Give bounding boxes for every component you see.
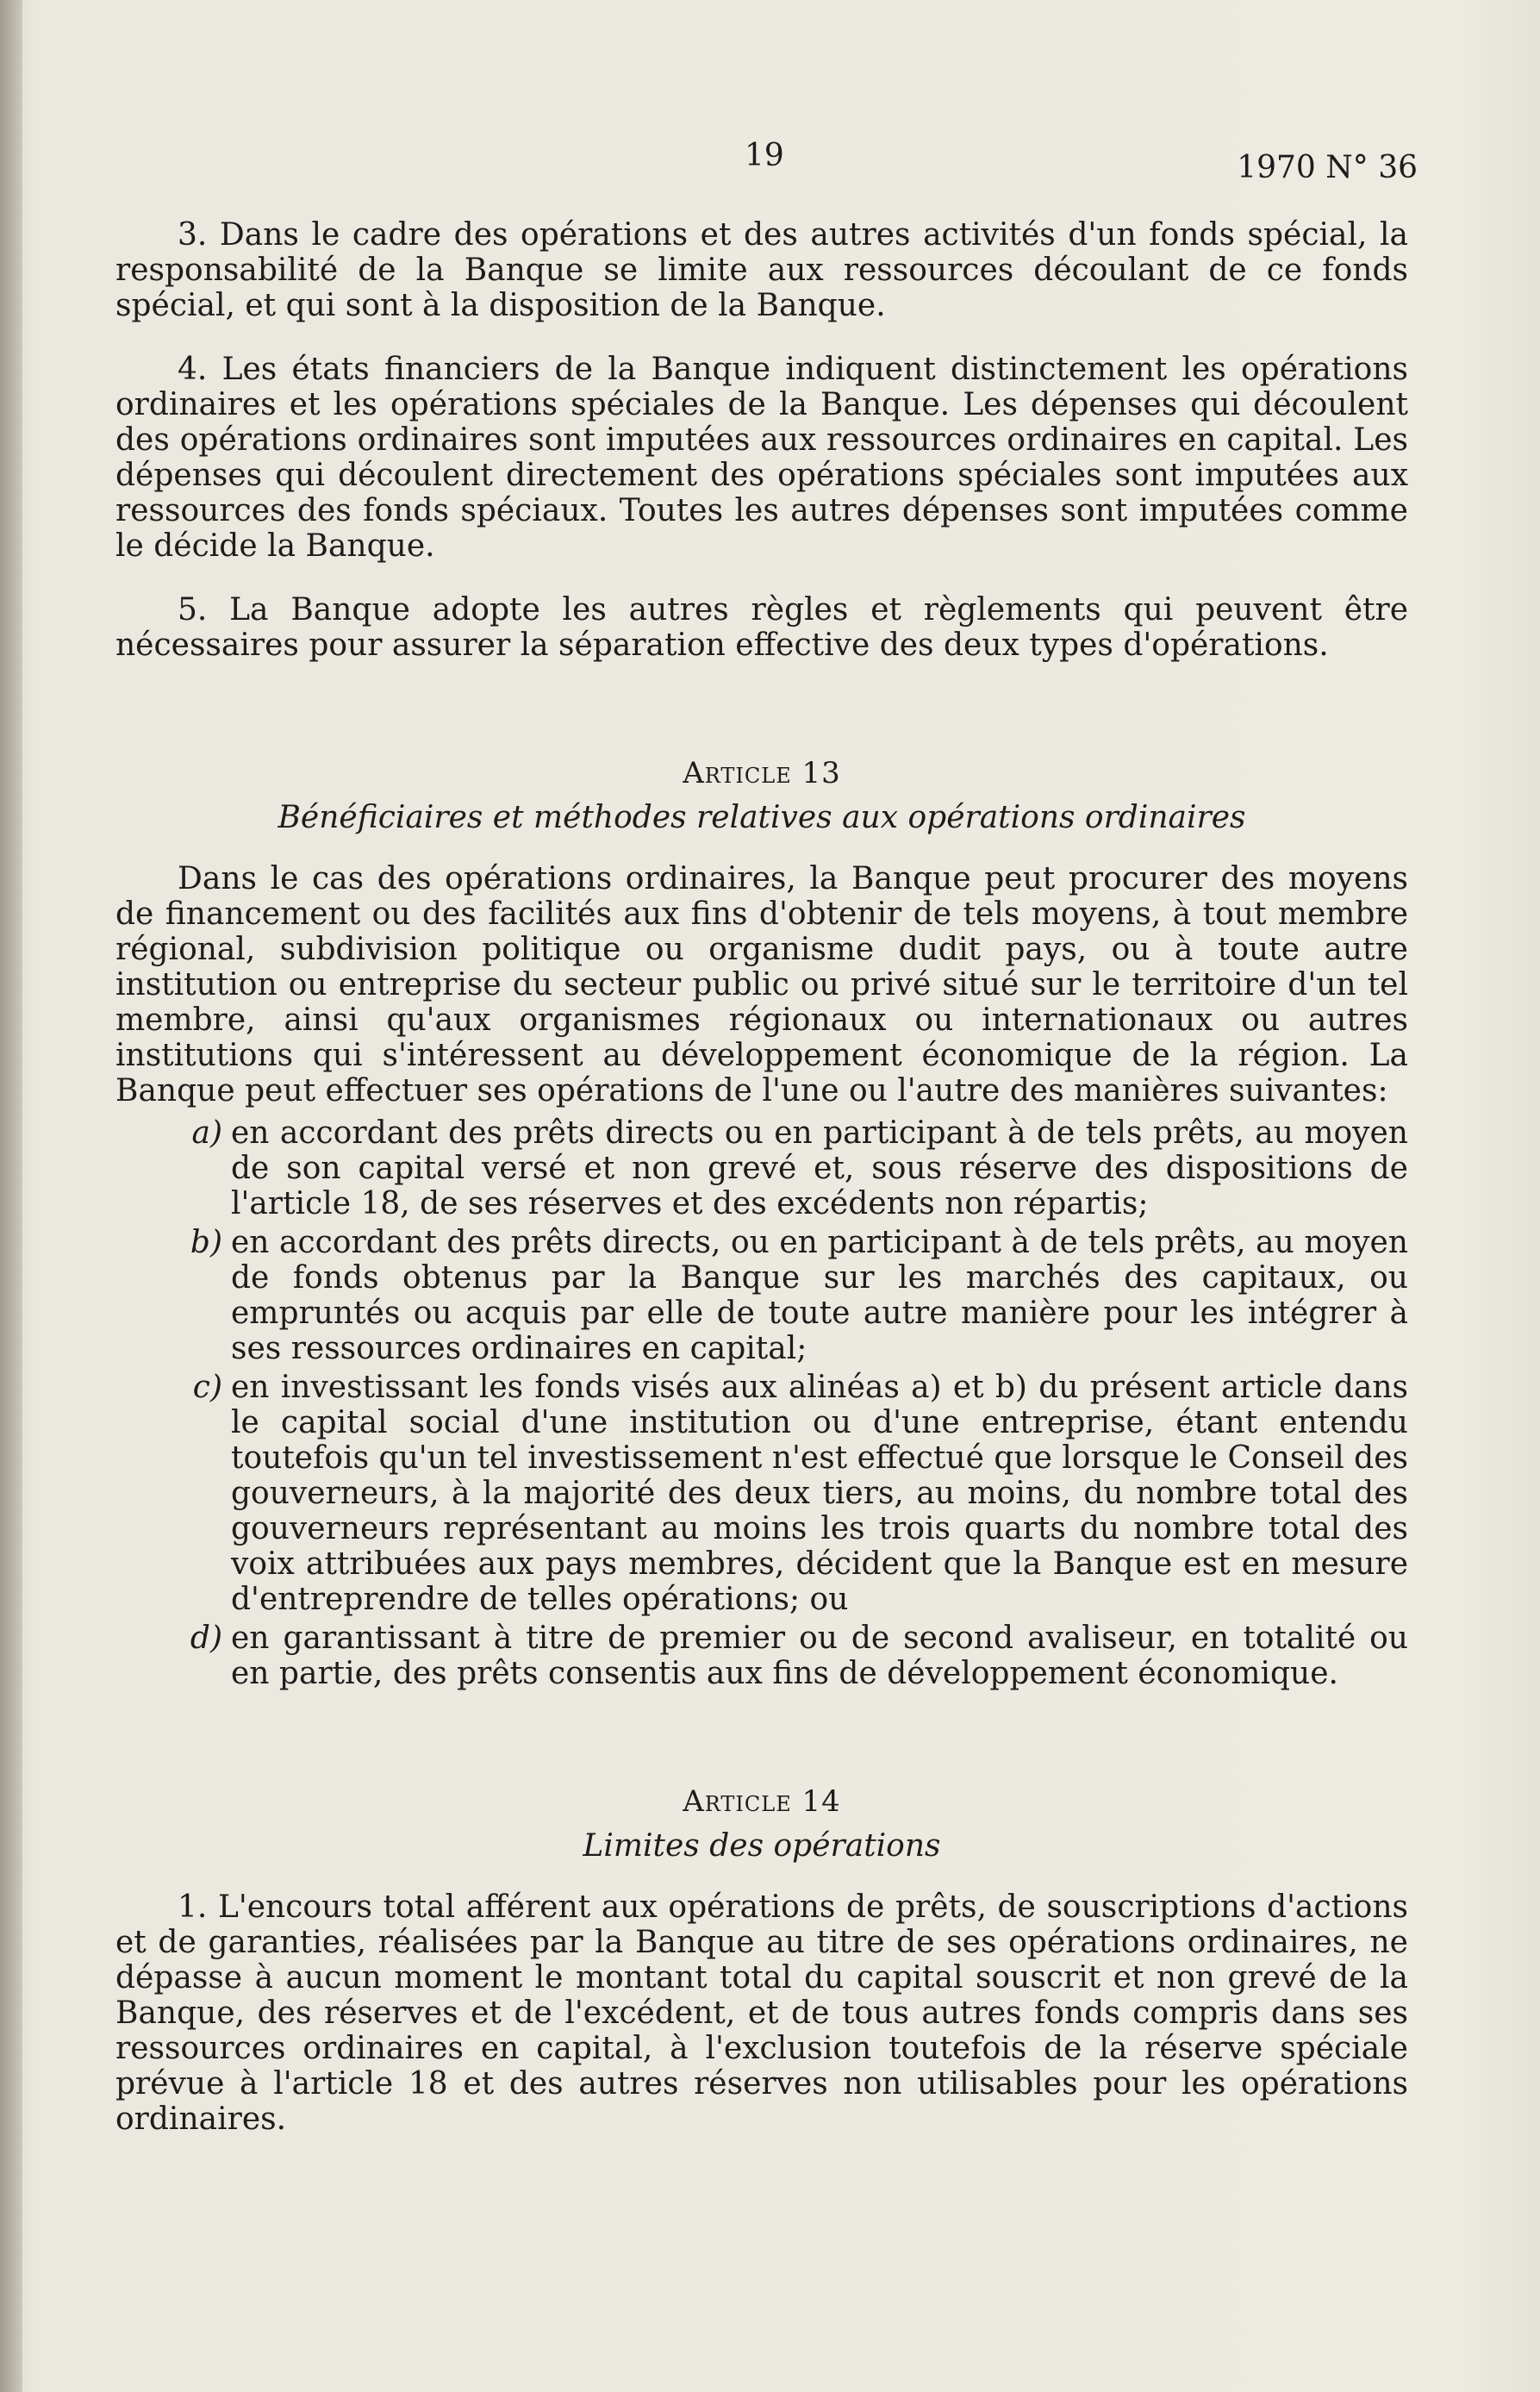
item-text: en garantissant à titre de premier ou de second avaliseur, en totalité ou en partie, des prêts consentis aux fins de développement économique. [231, 1621, 1408, 1691]
item-letter: a) [191, 1115, 222, 1151]
list-item [115, 1225, 1408, 1366]
list-item [115, 1621, 1408, 1691]
item-letter: d) [190, 1621, 222, 1656]
article-13-intro: Dans le cas des opérations ordinaires, la Banque peut procurer des moyens de financement ou des facilités aux fins d'obtenir de tels moyens, à tout membre régional, subdivision politique ou organisme dudit pays, ou à toute autre institution ou entreprise du secteur public ou privé situé sur le territoire d'un tel membre, ainsi qu'aux organismes régionaux ou internationaux ou autres institutions qui s'intéressent au développement économique de la région. La Banque peut effectuer ses opérations de l'une ou l'autre des manières suivantes: [115, 861, 1408, 1109]
item-letter: c) [192, 1370, 222, 1405]
article-13-heading: Article 13 [683, 756, 841, 790]
article-14-paragraph-1: 1. L'encours total afférent aux opérations de prêts, de souscriptions d'actions et de garanties, réalisées par la Banque au titre de ses opérations ordinaires, ne dépasse à aucun moment le montant total du capital souscrit et non grevé de la Banque, des réserves et de l'excédent, et de tous autres fonds compris dans ses ressources ordinaires en capital, à l'exclusion toutefois de la réserve spéciale prévue à l'article 18 et des autres réserves non utilisables pour les opérations ordinaires. [115, 1889, 1408, 2137]
list-item [115, 1370, 1408, 1617]
item-text: en accordant des prêts directs, ou en participant à de tels prêts, au moyen de fonds obtenus par la Banque sur les marchés des capitaux, ou empruntés ou acquis par elle de toute autre manière pour les intégrer à ses ressources ordinaires en capital; [231, 1225, 1408, 1366]
paragraph-5: 5. La Banque adopte les autres règles et règlements qui peuvent être nécessaires pour assurer la séparation effective des deux types d'opérations. [115, 592, 1408, 663]
article-14-subtitle: Limites des opérations [583, 1828, 941, 1864]
list-item [115, 1115, 1408, 1221]
item-text: en accordant des prêts directs ou en participant à de tels prêts, au moyen de son capital versé et non grevé et, sous réserve des dispositions de l'article 18, de ses réserves et des excédents non répartis; [231, 1115, 1408, 1221]
page-header [0, 138, 1540, 190]
page-number: 19 [745, 138, 784, 173]
article-13-subtitle: Bénéficiaires et méthodes relatives aux opérations ordinaires [277, 800, 1246, 835]
document-reference: 1970 N° 36 [1237, 150, 1418, 185]
article-14-heading: Article 14 [683, 1784, 841, 1819]
paragraph-3: 3. Dans le cadre des opérations et des autres activités d'un fonds spécial, la responsabilité de la Banque se limite aux ressources découlant de ce fonds spécial, et qui sont à la disposition de la Banque. [115, 217, 1408, 323]
page-body [115, 217, 1408, 2165]
paragraph-4: 4. Les états financiers de la Banque indiquent distinctement les opérations ordinaires et les opérations spéciales de la Banque. Les dépenses qui découlent des opérations ordinaires sont imputées aux ressources ordinaires en capital. Les dépenses qui découlent directement des opérations spéciales sont imputées aux ressources des fonds spéciaux. Toutes les autres dépenses sont imputées comme le décide la Banque. [115, 352, 1408, 564]
item-text: en investissant les fonds visés aux alinéas a) et b) du présent article dans le capital social d'une institution ou d'une entreprise, étant entendu toutefois qu'un tel investissement n'est effectué que lorsque le Conseil des gouverneurs, à la majorité des deux tiers, au moins, du nombre total des gouverneurs représentant au moins les trois quarts du nombre total des voix attribuées aux pays membres, décident que la Banque est en mesure d'entreprendre de telles opérations; ou [231, 1370, 1408, 1617]
binding-gutter [0, 0, 22, 2392]
item-letter: b) [190, 1225, 222, 1260]
article-13-items [115, 1115, 1408, 1691]
